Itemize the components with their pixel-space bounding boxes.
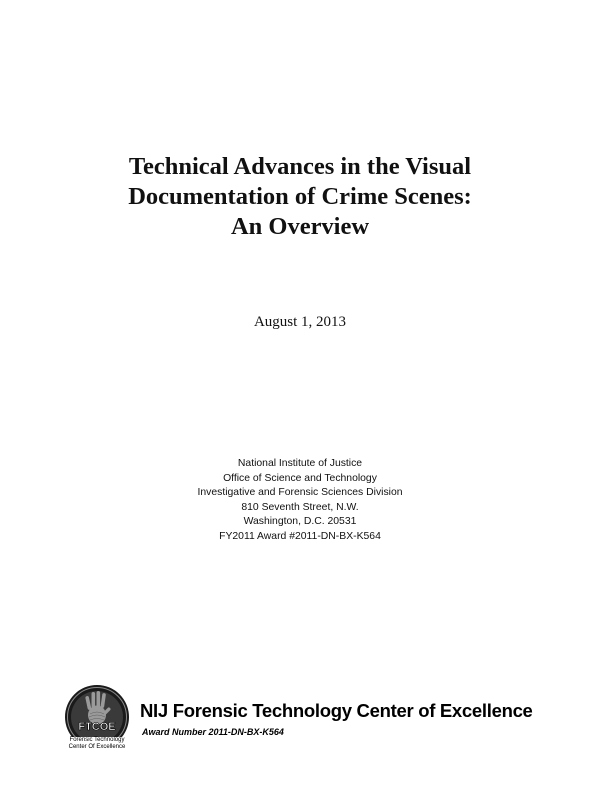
address-line: Investigative and Forensic Sciences Division — [197, 487, 403, 499]
address-line: Office of Science and Technology — [223, 472, 377, 484]
title-line: Documentation of Crime Scenes: — [128, 183, 472, 210]
address-line: 810 Seventh Street, N.W. — [241, 501, 359, 513]
award-number: Award Number 2011-DN-BX-K564 — [142, 727, 284, 737]
address-line: FY2011 Award #2011-DN-BX-K564 — [219, 530, 381, 542]
seal-caption — [66, 737, 128, 750]
address-line: National Institute of Justice — [237, 458, 363, 469]
agency-address-block — [0, 457, 600, 545]
document-title — [0, 152, 600, 242]
address-line: Washington, D.C. 20531 — [243, 516, 357, 528]
ftcoe-logo-block — [64, 684, 564, 764]
svg-text:FTCOE: FTCOE — [78, 721, 116, 733]
title-line: Technical Advances in the Visual — [128, 153, 472, 180]
document-date: August 1, 2013 — [253, 314, 347, 330]
seal-caption-line: Center Of Excellence — [68, 743, 126, 750]
seal-caption-line: Forensic Technology — [69, 737, 125, 743]
title-line: An Overview — [230, 213, 370, 240]
organization-name: NIJ Forensic Technology Center of Excellence — [140, 700, 533, 721]
